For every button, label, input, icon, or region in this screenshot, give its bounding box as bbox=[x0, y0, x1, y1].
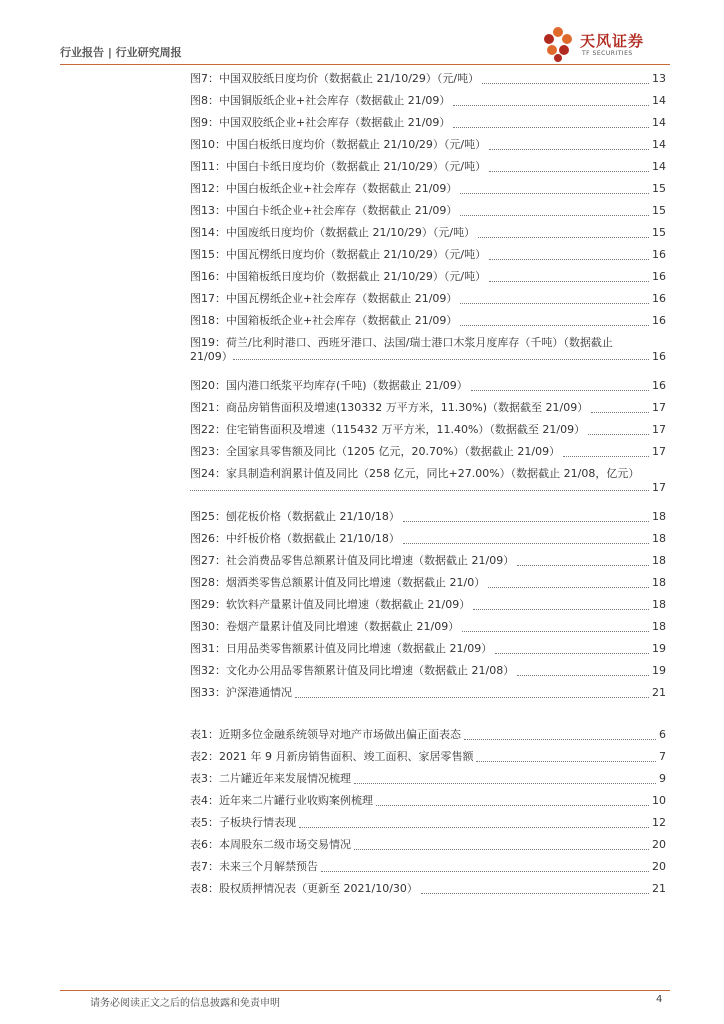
toc-entry-figure[interactable] bbox=[190, 572, 666, 594]
toc-entry-label: 图33：沪深港通情况 bbox=[190, 686, 292, 699]
leader-dots bbox=[462, 630, 649, 632]
report-type-label: 行业报告 | 行业研究周报 bbox=[60, 46, 182, 59]
toc-entry-label: 图12：中国白板纸企业+社会库存（数据截止 21/09） bbox=[190, 182, 458, 195]
toc-entry-table[interactable] bbox=[190, 746, 666, 768]
toc-entry-figure[interactable] bbox=[190, 200, 666, 222]
leader-dots bbox=[354, 782, 656, 784]
toc-entry-label: 图10：中国白板纸日度均价（数据截止 21/10/29）（元/吨） bbox=[190, 138, 487, 151]
toc-entry-page: 10 bbox=[652, 794, 666, 807]
toc-entry-page: 16 bbox=[652, 270, 666, 283]
leader-dots bbox=[471, 389, 649, 391]
toc-entry-label: 图25：刨花板价格（数据截止 21/10/18） bbox=[190, 510, 400, 523]
toc-entry-figure[interactable] bbox=[190, 528, 666, 550]
toc-entry-table[interactable] bbox=[190, 812, 666, 834]
toc-entry-figure[interactable] bbox=[190, 68, 666, 90]
toc-entry-page: 20 bbox=[652, 860, 666, 873]
toc-entry-figure[interactable] bbox=[190, 156, 666, 178]
toc-entry-page: 20 bbox=[652, 838, 666, 851]
leader-dots bbox=[489, 170, 649, 172]
toc-entry-label: 图28：烟酒类零售总额累计值及同比增速（数据截止 21/0） bbox=[190, 576, 486, 589]
toc-entry-label: 表7：未来三个月解禁预告 bbox=[190, 860, 318, 873]
leader-dots bbox=[453, 104, 649, 106]
leader-dots bbox=[517, 564, 649, 566]
toc-entry-page: 19 bbox=[652, 642, 666, 655]
leader-dots bbox=[478, 236, 649, 238]
toc-entry-page: 16 bbox=[652, 350, 666, 363]
leader-dots bbox=[403, 542, 649, 544]
toc-entry-page: 16 bbox=[652, 379, 666, 392]
toc-entry-figure-19[interactable] bbox=[190, 332, 666, 375]
page-header bbox=[60, 30, 670, 66]
toc-entry-figure[interactable] bbox=[190, 178, 666, 200]
leader-dots bbox=[489, 258, 649, 260]
leader-dots bbox=[460, 302, 649, 304]
figure-list bbox=[190, 375, 666, 463]
toc-entry-figure[interactable] bbox=[190, 244, 666, 266]
toc-entry-label: 图29：软饮料产量累计值及同比增速（数据截止 21/09） bbox=[190, 598, 471, 611]
toc-entry-label: 图7：中国双胶纸日度均价（数据截止 21/10/29）（元/吨） bbox=[190, 72, 480, 85]
leader-dots bbox=[489, 148, 649, 150]
toc-entry-page: 16 bbox=[652, 314, 666, 327]
leader-dots bbox=[460, 192, 649, 194]
toc-entry-table[interactable] bbox=[190, 878, 666, 900]
toc-entry-label: 图9：中国双胶纸企业+社会库存（数据截止 21/09） bbox=[190, 116, 451, 129]
flower-logo-icon bbox=[542, 24, 574, 64]
toc-entry-page: 14 bbox=[652, 116, 666, 129]
toc-entry-page: 13 bbox=[652, 72, 666, 85]
leader-dots bbox=[476, 760, 656, 762]
toc-entry-label: 图23：全国家具零售额及同比（1205 亿元，20.70%）（数据截止 21/09） bbox=[190, 445, 561, 458]
toc-entry-page: 16 bbox=[652, 292, 666, 305]
leader-dots bbox=[299, 826, 649, 828]
section-gap bbox=[190, 704, 666, 724]
toc-entry-figure[interactable] bbox=[190, 616, 666, 638]
toc-entry-label: 图17：中国瓦楞纸企业+社会库存（数据截止 21/09） bbox=[190, 292, 458, 305]
toc-entry-label: 图24：家具制造利润累计值及同比（258 亿元，同比+27.00%）（数据截止 21/08，亿元） bbox=[190, 467, 640, 480]
toc-entry-label: 图31：日用品类零售额累计值及同比增速（数据截止 21/09） bbox=[190, 642, 493, 655]
toc-entry-label: 图14：中国废纸日度均价（数据截止 21/10/29）（元/吨） bbox=[190, 226, 476, 239]
toc-entry-page: 18 bbox=[652, 576, 666, 589]
leader-dots bbox=[464, 738, 656, 740]
leader-dots bbox=[421, 892, 649, 894]
leader-dots bbox=[453, 126, 649, 128]
toc-entry-label: 表6：本周股东二级市场交易情况 bbox=[190, 838, 351, 851]
toc-entry-figure[interactable] bbox=[190, 134, 666, 156]
toc-entry-page: 18 bbox=[652, 554, 666, 567]
leader-dots bbox=[460, 324, 649, 326]
leader-dots bbox=[376, 804, 649, 806]
toc-entry-table[interactable] bbox=[190, 790, 666, 812]
logo-name: 天风证券 bbox=[580, 32, 645, 50]
toc-entry-figure[interactable] bbox=[190, 638, 666, 660]
toc-entry-figure[interactable] bbox=[190, 397, 666, 419]
toc-entry-figure[interactable] bbox=[190, 90, 666, 112]
toc-entry-figure[interactable] bbox=[190, 506, 666, 528]
toc-entry-page: 15 bbox=[652, 204, 666, 217]
leader-dots bbox=[354, 848, 649, 850]
disclaimer-text: 请务必阅读正文之后的信息披露和免责申明 bbox=[90, 998, 280, 1009]
leader-dots bbox=[321, 870, 649, 872]
leader-dots bbox=[460, 214, 649, 216]
company-logo bbox=[540, 24, 670, 64]
header-divider bbox=[60, 64, 670, 65]
table-of-contents bbox=[190, 68, 666, 900]
toc-entry-figure[interactable] bbox=[190, 112, 666, 134]
toc-entry-label: 图32：文化办公用品零售额累计值及同比增速（数据截止 21/08） bbox=[190, 664, 515, 677]
toc-entry-page: 14 bbox=[652, 160, 666, 173]
logo-subtitle: TF SECURITIES bbox=[582, 50, 633, 57]
toc-entry-label: 图21：商品房销售面积及增速(130332 万平方米，11.30%)（数据截至 21/09） bbox=[190, 401, 589, 414]
toc-entry-label: 表4：近年来二片罐行业收购案例梳理 bbox=[190, 794, 373, 807]
toc-entry-figure[interactable] bbox=[190, 288, 666, 310]
toc-entry-table[interactable] bbox=[190, 724, 666, 746]
toc-entry-label: 图20：国内港口纸浆平均库存(千吨)（数据截止 21/09） bbox=[190, 379, 468, 392]
toc-entry-page: 15 bbox=[652, 182, 666, 195]
toc-entry-page: 12 bbox=[652, 816, 666, 829]
toc-entry-figure[interactable] bbox=[190, 310, 666, 332]
leader-dots bbox=[295, 696, 649, 698]
toc-entry-page: 15 bbox=[652, 226, 666, 239]
toc-entry-table[interactable] bbox=[190, 856, 666, 878]
toc-entry-label: 表1：近期多位金融系统领导对地产市场做出偏正面表态 bbox=[190, 728, 461, 741]
toc-entry-table[interactable] bbox=[190, 834, 666, 856]
toc-entry-figure[interactable] bbox=[190, 441, 666, 463]
toc-entry-label: 图16：中国箱板纸日度均价（数据截止 21/10/29）（元/吨） bbox=[190, 270, 487, 283]
toc-entry-label: 图8：中国铜版纸企业+社会库存（数据截止 21/09） bbox=[190, 94, 451, 107]
toc-entry-table[interactable] bbox=[190, 768, 666, 790]
toc-entry-label: 表5：子板块行情表现 bbox=[190, 816, 296, 829]
figure-list bbox=[190, 506, 666, 704]
leader-dots bbox=[495, 652, 649, 654]
footer-divider bbox=[60, 990, 670, 991]
toc-entry-label: 图11：中国白卡纸日度均价（数据截止 21/10/29）（元/吨） bbox=[190, 160, 487, 173]
toc-entry-page: 21 bbox=[652, 882, 666, 895]
toc-entry-page: 19 bbox=[652, 664, 666, 677]
toc-entry-page: 18 bbox=[652, 620, 666, 633]
leader-dots bbox=[403, 520, 649, 522]
toc-entry-page: 17 bbox=[652, 481, 666, 494]
figure-list bbox=[190, 68, 666, 332]
toc-entry-label: 图26：中纤板价格（数据截止 21/10/18） bbox=[190, 532, 400, 545]
toc-entry-figure-24[interactable] bbox=[190, 463, 666, 506]
toc-entry-page: 7 bbox=[659, 750, 666, 763]
leader-dots bbox=[588, 433, 649, 435]
toc-entry-figure[interactable] bbox=[190, 594, 666, 616]
toc-entry-page: 18 bbox=[652, 532, 666, 545]
toc-entry-label: 图18：中国箱板纸企业+社会库存（数据截止 21/09） bbox=[190, 314, 458, 327]
toc-entry-figure[interactable] bbox=[190, 660, 666, 682]
toc-entry-label: 图30：卷烟产量累计值及同比增速（数据截止 21/09） bbox=[190, 620, 460, 633]
leader-dots bbox=[473, 608, 649, 610]
toc-entry-page: 17 bbox=[652, 445, 666, 458]
toc-entry-label: 图19：荷兰/比利时港口、西班牙港口、法国/瑞士港口木浆月度库存（千吨）（数据截止 bbox=[190, 336, 613, 349]
toc-entry-page: 16 bbox=[652, 248, 666, 261]
leader-dots bbox=[190, 489, 649, 491]
toc-entry-label: 表8：股权质押情况表（更新至 2021/10/30） bbox=[190, 882, 418, 895]
leader-dots bbox=[563, 455, 649, 457]
toc-entry-figure[interactable] bbox=[190, 419, 666, 441]
toc-entry-figure[interactable] bbox=[190, 375, 666, 397]
leader-dots bbox=[517, 674, 649, 676]
leader-dots bbox=[488, 586, 649, 588]
toc-entry-label: 图22：住宅销售面积及增速（115432 万平方米，11.40%）（数据截至 21/09） bbox=[190, 423, 586, 436]
leader-dots bbox=[233, 358, 649, 360]
toc-entry-page: 21 bbox=[652, 686, 666, 699]
toc-entry-page: 18 bbox=[652, 598, 666, 611]
toc-entry-label: 图27：社会消费品零售总额累计值及同比增速（数据截止 21/09） bbox=[190, 554, 515, 567]
leader-dots bbox=[489, 280, 649, 282]
toc-entry-figure[interactable] bbox=[190, 266, 666, 288]
page-number: 4 bbox=[656, 994, 663, 1005]
toc-entry-page: 14 bbox=[652, 94, 666, 107]
toc-entry-label: 图15：中国瓦楞纸日度均价（数据截止 21/10/29）（元/吨） bbox=[190, 248, 487, 261]
toc-entry-label: 表3：二片罐近年来发展情况梳理 bbox=[190, 772, 351, 785]
toc-entry-page: 9 bbox=[659, 772, 666, 785]
toc-entry-label: 图13：中国白卡纸企业+社会库存（数据截止 21/09） bbox=[190, 204, 458, 217]
toc-entry-label: 表2：2021 年 9 月新房销售面积、竣工面积、家居零售额 bbox=[190, 750, 474, 763]
toc-entry-page: 14 bbox=[652, 138, 666, 151]
leader-dots bbox=[482, 82, 649, 84]
toc-entry-figure[interactable] bbox=[190, 222, 666, 244]
toc-entry-page: 18 bbox=[652, 510, 666, 523]
leader-dots bbox=[591, 411, 649, 413]
toc-entry-page: 6 bbox=[659, 728, 666, 741]
toc-entry-page: 17 bbox=[652, 423, 666, 436]
toc-entry-figure[interactable] bbox=[190, 550, 666, 572]
toc-entry-figure[interactable] bbox=[190, 682, 666, 704]
toc-entry-label-cont: 21/09） bbox=[190, 350, 233, 363]
toc-entry-page: 17 bbox=[652, 401, 666, 414]
table-list bbox=[190, 724, 666, 900]
